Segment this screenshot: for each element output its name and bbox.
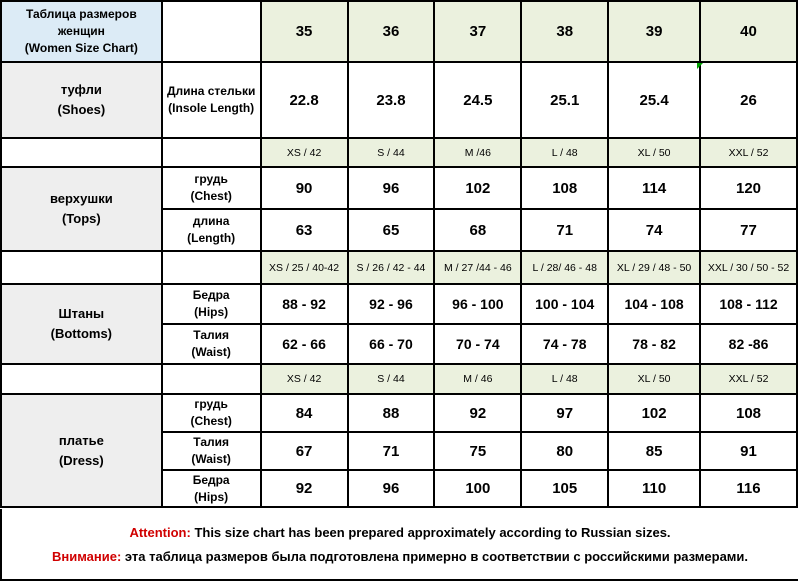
size-header: 40 (700, 1, 797, 62)
title-en: (Women Size Chart) (24, 41, 138, 55)
band-blank (162, 364, 261, 394)
measure-value: 96 (348, 470, 435, 507)
band-size: L / 48 (521, 138, 608, 167)
measure-value: 84 (261, 394, 348, 432)
measure-value: 71 (521, 209, 608, 251)
measure-value: 82 -86 (700, 324, 797, 364)
title-ru-line2: женщин (57, 24, 105, 38)
band-size: XL / 50 (608, 138, 700, 167)
band-size: XXL / 52 (700, 138, 797, 167)
band-size: XL / 50 (608, 364, 700, 394)
measure-value: 110 (608, 470, 700, 507)
measure-value: 108 - 112 (700, 284, 797, 324)
measure-value: 108 (700, 394, 797, 432)
attention-text-en: This size chart has been prepared approximately according to Russian sizes. (190, 525, 671, 540)
shoes-row (1, 62, 797, 138)
band-size: XL / 29 / 48 - 50 (608, 251, 700, 284)
label-ru: Талия (193, 328, 230, 342)
measure-value: 85 (608, 432, 700, 470)
shoe-value: 26 (700, 62, 797, 138)
measure-label (162, 432, 261, 470)
measure-value: 96 (348, 167, 435, 209)
band-size: XXL / 52 (700, 364, 797, 394)
label-ru: Бедра (192, 288, 230, 302)
label-ru: Бедра (192, 472, 230, 487)
measure-value: 74 - 78 (521, 324, 608, 364)
header-row (1, 1, 797, 62)
dress-size-band (1, 364, 797, 394)
label-en: (Length) (187, 231, 236, 245)
measure-value: 74 (608, 209, 700, 251)
label-en: (Waist) (191, 452, 231, 466)
category-en: (Shoes) (57, 102, 106, 117)
measure-label (162, 470, 261, 507)
category-en: (Tops) (61, 211, 101, 226)
band-blank (1, 364, 162, 394)
band-size: XS / 42 (261, 364, 348, 394)
band-blank (1, 251, 162, 284)
label-en: (Chest) (190, 414, 232, 428)
insole-length-label (162, 62, 261, 138)
attention-label-ru: Внимание: (51, 549, 122, 564)
attention-line-ru (2, 549, 798, 564)
measure-value: 92 (434, 394, 521, 432)
measure-value: 66 - 70 (348, 324, 435, 364)
measure-label (162, 284, 261, 324)
band-blank (1, 138, 162, 167)
measure-value: 105 (521, 470, 608, 507)
attention-line-en (2, 525, 798, 540)
title-ru-line1: Таблица размеров (25, 7, 137, 21)
measure-value: 102 (608, 394, 700, 432)
attention-note (0, 509, 798, 581)
measure-value: 80 (521, 432, 608, 470)
category-ru: платье (58, 432, 104, 448)
measure-value: 97 (521, 394, 608, 432)
measure-value: 92 - 96 (348, 284, 435, 324)
label-ru: Талия (193, 435, 230, 449)
measure-value: 75 (434, 432, 521, 470)
label-en: (Waist) (191, 345, 231, 359)
measure-value: 63 (261, 209, 348, 251)
measure-value: 120 (700, 167, 797, 209)
measure-value: 88 (348, 394, 435, 432)
shoe-value: 23.8 (348, 62, 435, 138)
measure-label (162, 324, 261, 364)
size-header: 35 (261, 1, 348, 62)
measure-value: 71 (348, 432, 435, 470)
attention-text-ru: эта таблица размеров была подготовлена примерно в соответствии с российскими размерами. (121, 549, 749, 564)
shoes-category (1, 62, 162, 138)
band-size: L / 28/ 46 - 48 (521, 251, 608, 284)
measure-value: 68 (434, 209, 521, 251)
comment-marker-icon (697, 63, 703, 69)
shoe-value: 22.8 (261, 62, 348, 138)
tops-chest-row (1, 167, 797, 209)
label-ru: грудь (194, 397, 228, 411)
measure-value: 90 (261, 167, 348, 209)
category-ru: Штаны (58, 306, 105, 321)
label-ru: длина (192, 214, 230, 228)
measure-value: 102 (434, 167, 521, 209)
measure-label (162, 394, 261, 432)
band-size: XS / 42 (261, 138, 348, 167)
band-size: S / 44 (348, 364, 435, 394)
label-en: (Hips) (194, 305, 229, 319)
band-size: XXL / 30 / 50 - 52 (700, 251, 797, 284)
measure-value: 91 (700, 432, 797, 470)
size-header: 39 (608, 1, 700, 62)
measure-value: 108 (521, 167, 608, 209)
band-size: S / 26 / 42 - 44 (348, 251, 435, 284)
category-ru: туфли (60, 82, 102, 97)
bottoms-size-band (1, 251, 797, 284)
measure-value: 116 (700, 470, 797, 507)
label-ru: грудь (194, 172, 228, 186)
label-en: (Insole Length) (168, 101, 255, 115)
measure-value: 67 (261, 432, 348, 470)
band-size: M /46 (434, 138, 521, 167)
band-size: S / 44 (348, 138, 435, 167)
band-size: L / 48 (521, 364, 608, 394)
band-blank (162, 138, 261, 167)
shoe-value: 24.5 (434, 62, 521, 138)
measure-value: 100 (434, 470, 521, 507)
header-blank (162, 1, 261, 62)
measure-value: 65 (348, 209, 435, 251)
category-ru: верхушки (49, 191, 113, 206)
label-en: (Hips) (194, 489, 229, 504)
measure-value: 88 - 92 (261, 284, 348, 324)
measure-value: 104 - 108 (608, 284, 700, 324)
measure-value: 92 (261, 470, 348, 507)
chart-title (1, 1, 162, 62)
band-size: M / 46 (434, 364, 521, 394)
bottoms-category (1, 284, 162, 364)
measure-value: 100 - 104 (521, 284, 608, 324)
size-header: 36 (348, 1, 435, 62)
bottoms-hips-row (1, 284, 797, 324)
band-size: XS / 25 / 40-42 (261, 251, 348, 284)
shoe-value: 25.4 (608, 62, 700, 138)
label-en: (Chest) (190, 189, 232, 203)
category-en: (Dress) (58, 452, 104, 468)
dress-category (1, 394, 162, 507)
category-en: (Bottoms) (50, 326, 113, 341)
dress-chest-row (1, 394, 797, 432)
band-size: M / 27 /44 - 46 (434, 251, 521, 284)
measure-value: 62 - 66 (261, 324, 348, 364)
attention-label-en: Attention: (129, 525, 191, 540)
measure-value: 77 (700, 209, 797, 251)
size-header: 37 (434, 1, 521, 62)
measure-value: 70 - 74 (434, 324, 521, 364)
tops-size-band (1, 138, 797, 167)
band-blank (162, 251, 261, 284)
measure-label (162, 167, 261, 209)
label-ru: Длина стельки (166, 84, 256, 98)
shoe-value: 25.1 (521, 62, 608, 138)
size-header: 38 (521, 1, 608, 62)
measure-label (162, 209, 261, 251)
measure-value: 114 (608, 167, 700, 209)
tops-category (1, 167, 162, 251)
measure-value: 96 - 100 (434, 284, 521, 324)
measure-value: 78 - 82 (608, 324, 700, 364)
